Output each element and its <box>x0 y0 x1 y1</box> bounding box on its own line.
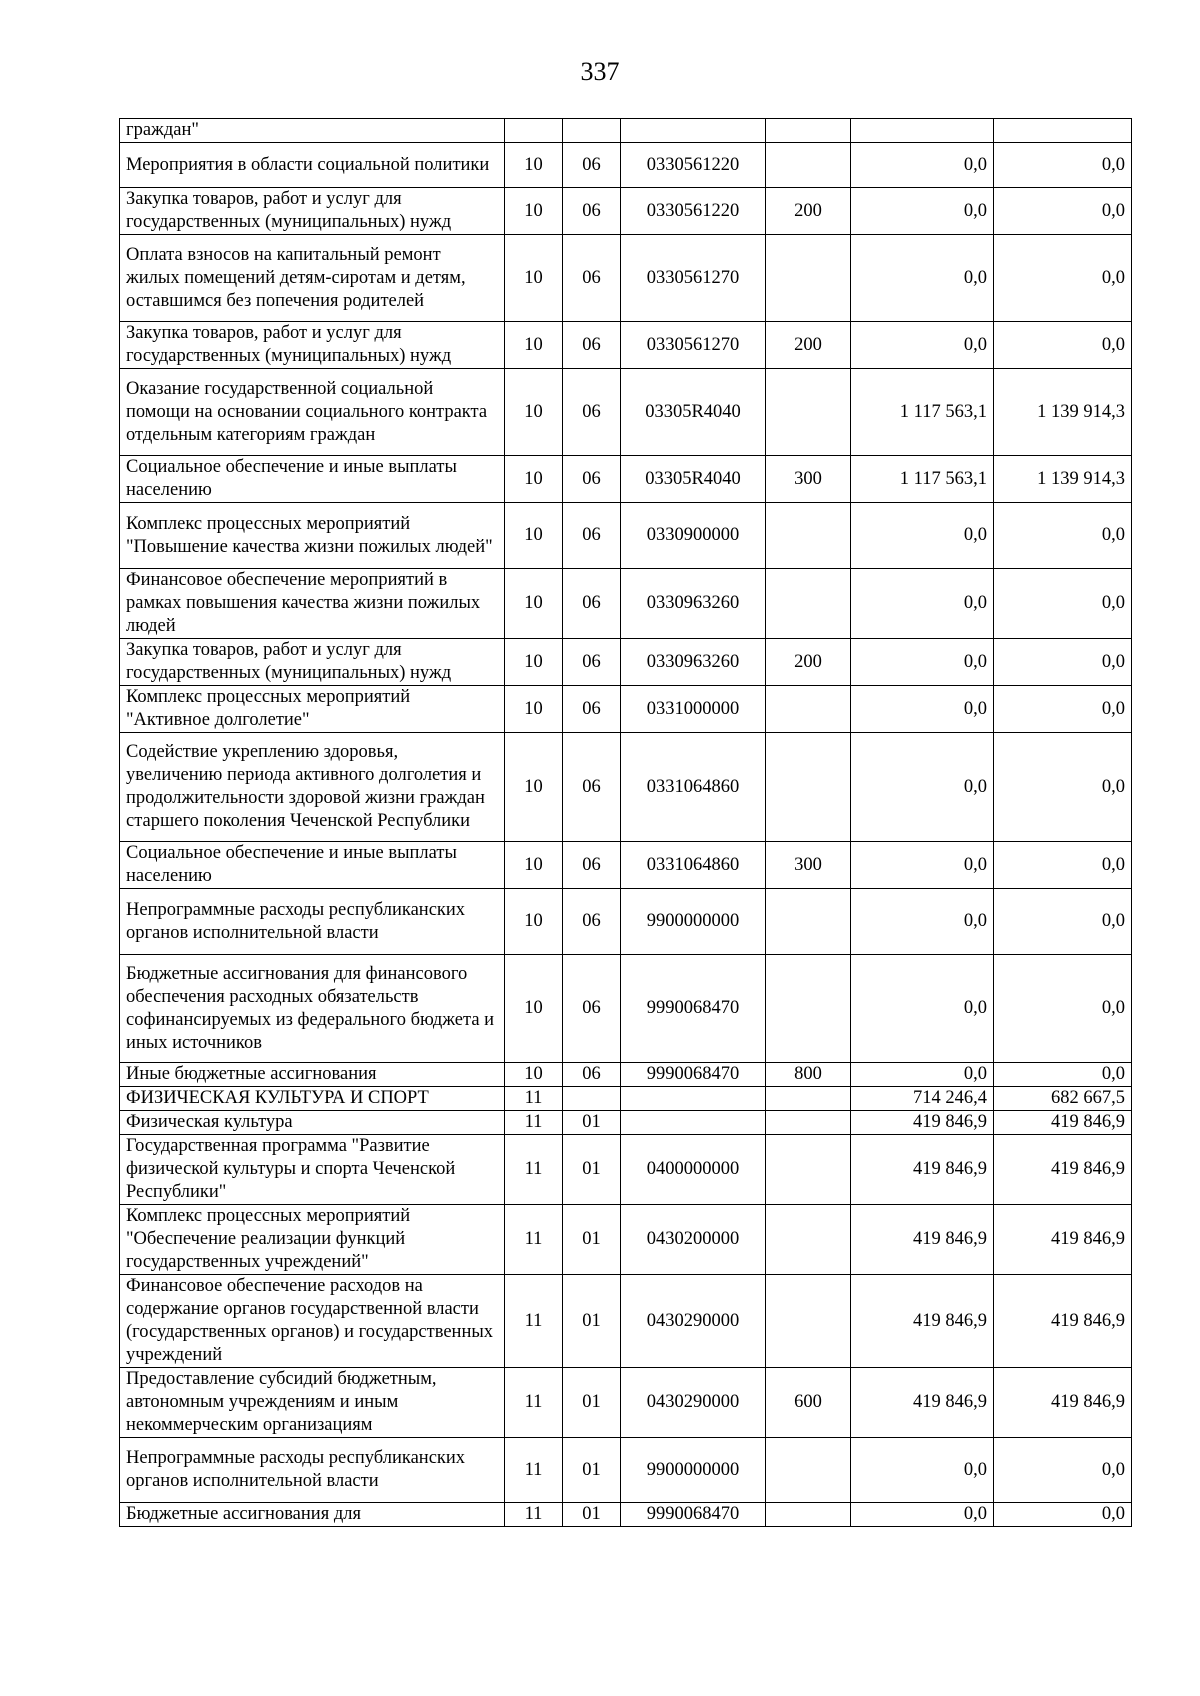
section-code-cell: 10 <box>505 686 563 733</box>
amount-year2-cell: 0,0 <box>994 1438 1132 1503</box>
subsection-code-cell: 06 <box>563 322 621 369</box>
amount-year1-cell: 0,0 <box>851 686 994 733</box>
target-article-cell: 0330561270 <box>621 235 766 322</box>
expense-type-cell <box>766 1111 851 1135</box>
target-article-cell: 0331000000 <box>621 686 766 733</box>
table-row <box>120 1438 1132 1503</box>
section-code-cell: 10 <box>505 842 563 889</box>
subsection-code-cell: 01 <box>563 1503 621 1527</box>
amount-year2-cell: 0,0 <box>994 639 1132 686</box>
amount-year2-cell: 0,0 <box>994 503 1132 569</box>
subsection-code-cell: 01 <box>563 1368 621 1438</box>
section-code-cell: 10 <box>505 503 563 569</box>
expense-name-cell: Бюджетные ассигнования для <box>120 1503 505 1527</box>
amount-year2-cell: 0,0 <box>994 188 1132 235</box>
amount-year2-cell: 0,0 <box>994 842 1132 889</box>
expense-type-cell <box>766 569 851 639</box>
expense-name-cell: ФИЗИЧЕСКАЯ КУЛЬТУРА И СПОРТ <box>120 1087 505 1111</box>
expense-type-cell <box>766 1275 851 1368</box>
amount-year1-cell: 0,0 <box>851 1063 994 1087</box>
expense-name-cell: Бюджетные ассигнования для финансового обеспечения расходных обязательств софинансируемых из федерального бюджета и иных источников <box>120 955 505 1063</box>
subsection-code-cell: 06 <box>563 143 621 188</box>
table-row <box>120 1135 1132 1205</box>
section-code-cell: 10 <box>505 733 563 842</box>
subsection-code-cell: 06 <box>563 503 621 569</box>
target-article-cell: 0330900000 <box>621 503 766 569</box>
expense-name-cell: Закупка товаров, работ и услуг для государственных (муниципальных) нужд <box>120 188 505 235</box>
target-article-cell: 0430290000 <box>621 1275 766 1368</box>
amount-year2-cell: 0,0 <box>994 143 1132 188</box>
expense-name-cell: Иные бюджетные ассигнования <box>120 1063 505 1087</box>
table-row <box>120 889 1132 955</box>
section-code-cell: 10 <box>505 639 563 686</box>
amount-year2-cell: 0,0 <box>994 322 1132 369</box>
section-code-cell: 11 <box>505 1111 563 1135</box>
subsection-code-cell: 01 <box>563 1135 621 1205</box>
target-article-cell: 0330561220 <box>621 188 766 235</box>
table-row <box>120 322 1132 369</box>
amount-year1-cell: 0,0 <box>851 235 994 322</box>
table-row <box>120 1111 1132 1135</box>
amount-year2-cell <box>994 119 1132 143</box>
amount-year1-cell: 0,0 <box>851 1503 994 1527</box>
amount-year1-cell: 0,0 <box>851 503 994 569</box>
amount-year1-cell: 0,0 <box>851 639 994 686</box>
subsection-code-cell: 01 <box>563 1205 621 1275</box>
expense-type-cell <box>766 235 851 322</box>
amount-year1-cell: 714 246,4 <box>851 1087 994 1111</box>
expense-type-cell <box>766 503 851 569</box>
subsection-code-cell: 06 <box>563 686 621 733</box>
amount-year2-cell: 0,0 <box>994 235 1132 322</box>
expense-name-cell: Комплекс процессных мероприятий "Обеспечение реализации функций государственных учреждений" <box>120 1205 505 1275</box>
subsection-code-cell: 06 <box>563 569 621 639</box>
expense-name-cell: Закупка товаров, работ и услуг для государственных (муниципальных) нужд <box>120 322 505 369</box>
amount-year2-cell: 0,0 <box>994 733 1132 842</box>
expense-name-cell: Финансовое обеспечение мероприятий в рамках повышения качества жизни пожилых людей <box>120 569 505 639</box>
amount-year2-cell: 1 139 914,3 <box>994 369 1132 456</box>
amount-year1-cell: 419 846,9 <box>851 1205 994 1275</box>
expense-name-cell: Социальное обеспечение и иные выплаты населению <box>120 456 505 503</box>
expense-type-cell: 300 <box>766 456 851 503</box>
section-code-cell: 10 <box>505 1063 563 1087</box>
amount-year2-cell: 419 846,9 <box>994 1368 1132 1438</box>
table-row <box>120 235 1132 322</box>
subsection-code-cell: 06 <box>563 639 621 686</box>
amount-year1-cell: 419 846,9 <box>851 1368 994 1438</box>
amount-year1-cell: 419 846,9 <box>851 1111 994 1135</box>
expense-type-cell <box>766 955 851 1063</box>
expense-type-cell <box>766 1087 851 1111</box>
section-code-cell: 11 <box>505 1205 563 1275</box>
expense-type-cell <box>766 119 851 143</box>
expense-name-cell: Непрограммные расходы республиканских органов исполнительной власти <box>120 889 505 955</box>
target-article-cell: 0400000000 <box>621 1135 766 1205</box>
expense-name-cell: Мероприятия в области социальной политики <box>120 143 505 188</box>
target-article-cell: 0330963260 <box>621 569 766 639</box>
section-code-cell: 10 <box>505 188 563 235</box>
amount-year2-cell: 0,0 <box>994 1503 1132 1527</box>
expense-type-cell <box>766 143 851 188</box>
expense-type-cell <box>766 1438 851 1503</box>
target-article-cell: 0331064860 <box>621 733 766 842</box>
table-row <box>120 1503 1132 1527</box>
expense-type-cell: 800 <box>766 1063 851 1087</box>
subsection-code-cell: 01 <box>563 1275 621 1368</box>
amount-year1-cell: 0,0 <box>851 188 994 235</box>
section-code-cell: 11 <box>505 1087 563 1111</box>
amount-year1-cell: 0,0 <box>851 955 994 1063</box>
expense-type-cell <box>766 686 851 733</box>
section-code-cell: 11 <box>505 1368 563 1438</box>
subsection-code-cell: 06 <box>563 235 621 322</box>
amount-year2-cell: 0,0 <box>994 889 1132 955</box>
section-code-cell: 10 <box>505 955 563 1063</box>
table-row <box>120 503 1132 569</box>
table-row <box>120 188 1132 235</box>
target-article-cell: 9900000000 <box>621 1438 766 1503</box>
section-code-cell <box>505 119 563 143</box>
subsection-code-cell <box>563 119 621 143</box>
subsection-code-cell: 06 <box>563 1063 621 1087</box>
expense-name-cell: Непрограммные расходы республиканских органов исполнительной власти <box>120 1438 505 1503</box>
target-article-cell: 0330561220 <box>621 143 766 188</box>
target-article-cell: 03305R4040 <box>621 369 766 456</box>
expense-name-cell: Предоставление субсидий бюджетным, автономным учреждениям и иным некоммерческим организациям <box>120 1368 505 1438</box>
table-row <box>120 639 1132 686</box>
section-code-cell: 10 <box>505 889 563 955</box>
section-code-cell: 10 <box>505 456 563 503</box>
target-article-cell: 0330561270 <box>621 322 766 369</box>
amount-year2-cell: 419 846,9 <box>994 1205 1132 1275</box>
expense-name-cell: Государственная программа "Развитие физической культуры и спорта Чеченской Республики" <box>120 1135 505 1205</box>
amount-year2-cell: 1 139 914,3 <box>994 456 1132 503</box>
section-code-cell: 11 <box>505 1438 563 1503</box>
table-row <box>120 119 1132 143</box>
expense-type-cell <box>766 1135 851 1205</box>
expense-type-cell: 600 <box>766 1368 851 1438</box>
target-article-cell: 9990068470 <box>621 1503 766 1527</box>
section-code-cell: 10 <box>505 322 563 369</box>
amount-year1-cell: 419 846,9 <box>851 1275 994 1368</box>
amount-year1-cell: 1 117 563,1 <box>851 456 994 503</box>
expense-name-cell: Социальное обеспечение и иные выплаты населению <box>120 842 505 889</box>
expense-type-cell: 200 <box>766 322 851 369</box>
subsection-code-cell: 06 <box>563 842 621 889</box>
table-row <box>120 369 1132 456</box>
table-row <box>120 1368 1132 1438</box>
amount-year1-cell: 0,0 <box>851 322 994 369</box>
table-row <box>120 1275 1132 1368</box>
target-article-cell: 9900000000 <box>621 889 766 955</box>
target-article-cell: 0430290000 <box>621 1368 766 1438</box>
expense-name-cell: Физическая культура <box>120 1111 505 1135</box>
table-row <box>120 569 1132 639</box>
amount-year2-cell: 0,0 <box>994 955 1132 1063</box>
table-row <box>120 143 1132 188</box>
table-row <box>120 686 1132 733</box>
subsection-code-cell: 06 <box>563 369 621 456</box>
amount-year1-cell: 0,0 <box>851 733 994 842</box>
table-body <box>120 119 1132 1527</box>
target-article-cell <box>621 119 766 143</box>
subsection-code-cell: 06 <box>563 733 621 842</box>
amount-year2-cell: 419 846,9 <box>994 1135 1132 1205</box>
section-code-cell: 10 <box>505 235 563 322</box>
target-article-cell: 03305R4040 <box>621 456 766 503</box>
subsection-code-cell: 06 <box>563 889 621 955</box>
amount-year1-cell <box>851 119 994 143</box>
subsection-code-cell <box>563 1087 621 1111</box>
amount-year1-cell: 0,0 <box>851 143 994 188</box>
table-row <box>120 842 1132 889</box>
expense-name-cell: Комплекс процессных мероприятий "Активное долголетие" <box>120 686 505 733</box>
amount-year2-cell: 0,0 <box>994 1063 1132 1087</box>
amount-year1-cell: 0,0 <box>851 1438 994 1503</box>
budget-table <box>119 118 1132 1527</box>
table-row <box>120 733 1132 842</box>
expense-name-cell: Закупка товаров, работ и услуг для государственных (муниципальных) нужд <box>120 639 505 686</box>
amount-year1-cell: 0,0 <box>851 842 994 889</box>
expense-type-cell: 200 <box>766 639 851 686</box>
target-article-cell <box>621 1111 766 1135</box>
section-code-cell: 11 <box>505 1503 563 1527</box>
expense-type-cell <box>766 733 851 842</box>
amount-year2-cell: 0,0 <box>994 569 1132 639</box>
section-code-cell: 11 <box>505 1135 563 1205</box>
section-code-cell: 11 <box>505 1275 563 1368</box>
table-row <box>120 955 1132 1063</box>
expense-name-cell: Комплекс процессных мероприятий "Повышение качества жизни пожилых людей" <box>120 503 505 569</box>
expense-name-cell: Финансовое обеспечение расходов на содержание органов государственной власти (государственных органов) и государственных учреждений <box>120 1275 505 1368</box>
target-article-cell: 0331064860 <box>621 842 766 889</box>
subsection-code-cell: 06 <box>563 456 621 503</box>
page-number: 337 <box>580 57 620 86</box>
subsection-code-cell: 01 <box>563 1438 621 1503</box>
table-row <box>120 456 1132 503</box>
expense-name-cell: Оказание государственной социальной помощи на основании социального контракта отдельным категориям граждан <box>120 369 505 456</box>
target-article-cell: 0430200000 <box>621 1205 766 1275</box>
amount-year2-cell: 419 846,9 <box>994 1275 1132 1368</box>
amount-year1-cell: 0,0 <box>851 569 994 639</box>
amount-year2-cell: 419 846,9 <box>994 1111 1132 1135</box>
amount-year2-cell: 0,0 <box>994 686 1132 733</box>
subsection-code-cell: 06 <box>563 955 621 1063</box>
expense-type-cell <box>766 889 851 955</box>
target-article-cell: 9990068470 <box>621 955 766 1063</box>
target-article-cell: 9990068470 <box>621 1063 766 1087</box>
expense-type-cell <box>766 1205 851 1275</box>
expense-type-cell <box>766 369 851 456</box>
expense-name-cell: Содействие укреплению здоровья, увеличению периода активного долголетия и продолжительности здоровой жизни граждан старшего поколения Чеченской Республики <box>120 733 505 842</box>
amount-year1-cell: 0,0 <box>851 889 994 955</box>
target-article-cell: 0330963260 <box>621 639 766 686</box>
amount-year1-cell: 1 117 563,1 <box>851 369 994 456</box>
expense-type-cell: 300 <box>766 842 851 889</box>
table-row <box>120 1063 1132 1087</box>
expense-type-cell <box>766 1503 851 1527</box>
expense-name-cell: Оплата взносов на капитальный ремонт жилых помещений детям-сиротам и детям, оставшимся без попечения родителей <box>120 235 505 322</box>
section-code-cell: 10 <box>505 143 563 188</box>
expense-type-cell: 200 <box>766 188 851 235</box>
expense-name-cell: граждан" <box>120 119 505 143</box>
table-row <box>120 1205 1132 1275</box>
subsection-code-cell: 06 <box>563 188 621 235</box>
target-article-cell <box>621 1087 766 1111</box>
section-code-cell: 10 <box>505 569 563 639</box>
amount-year2-cell: 682 667,5 <box>994 1087 1132 1111</box>
subsection-code-cell: 01 <box>563 1111 621 1135</box>
section-code-cell: 10 <box>505 369 563 456</box>
amount-year1-cell: 419 846,9 <box>851 1135 994 1205</box>
table-row <box>120 1087 1132 1111</box>
